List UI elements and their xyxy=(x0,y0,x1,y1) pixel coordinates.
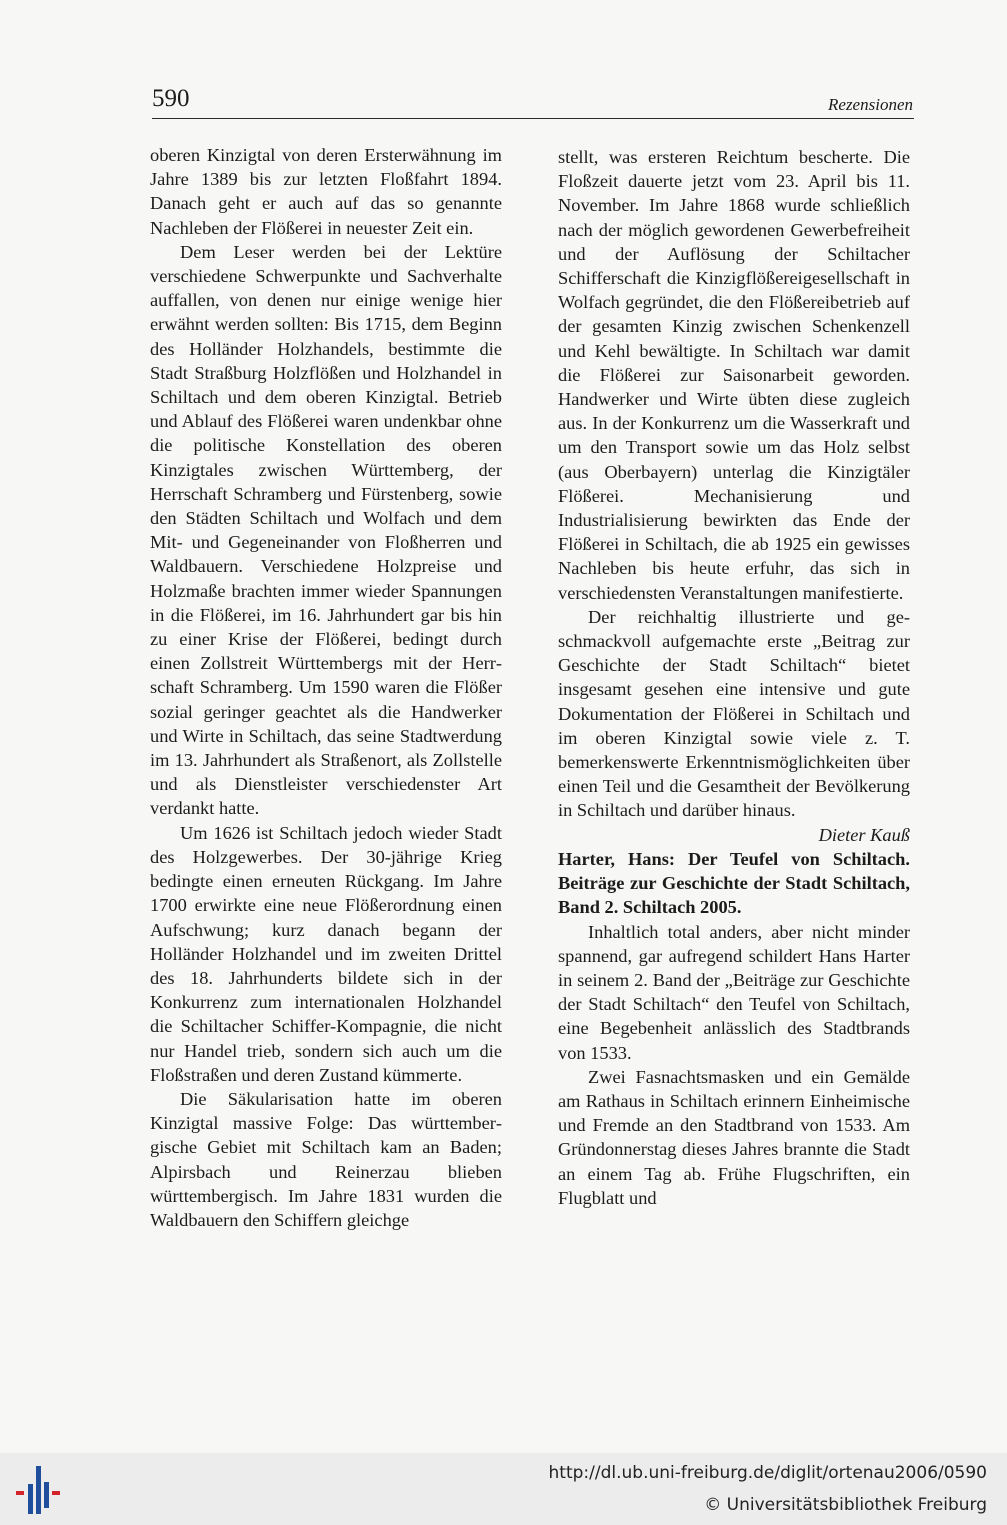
paragraph: stellt, was ersteren Reichtum bescherte. Die Floßzeit dauerte jetzt vom 23. April bis 11. November. Im Jahre 1868 wurde schließlich nach der möglich gewordenen Gewerbefreiheit und der Auflösung der Schiltacher Schifferschaft die Kinzigflößereigesellschaft in Wolfach gegründet, die den Flößereibetrieb auf der gesamten Kinzig zwischen Schenkenzell und Kehl bewältigte. In Schiltach war damit die Flößerei zur Saisonarbeit geworden. Handwerker und Wirte übten diese zugleich aus. In der Konkurrenz um die Wasserkraft und um den Transport sowie um das Holz selbst (aus Oberbayern) unterlag die Kinzigtäler Flößerei. Mechanisierung und Industrialisierung bewirkten das Ende der Flößerei in Schiltach, die ab 1925 ein gewisses Nachleben bis heute erfuhr, das sich in verschiedensten Veranstaltungen manifestierte. xyxy=(558,147,910,603)
left-column xyxy=(150,143,502,1232)
paragraph: Dem Leser werden bei der Lektüre verschiedene Schwerpunkte und Sachverhalte auffallen, von denen nur einige wenige hier erwähnt werden sollten: Bis 1715, dem Beginn des Holländer Holzhandels, bestimmte die Stadt Straßburg Holzflößen und Holzhandel in Schiltach und dem oberen Kinzigtal. Betrieb und Ablauf des Flößerei waren undenkbar ohne die politische Konstellation des oberen Kinzigtales zwischen Württemberg, der Herrschaft Schramberg und Fürstenberg, sowie den Städten Schiltach und Wolfach und dem Mit- und Gegeneinander von Floßherren und Waldbauern. Verschiedene Holzpreise und Holzmaße brachten immer wieder Spannungen in die Flößerei, im 16. Jahrhundert gar bis hin zu einer Krise der Flößerei, bedingt durch einen Zollstreit Württembergs mit der Herrschaft Schramberg. Um 1590 waren die Flößer sozial geringer geachtet als die Handwerker und Wirte in Schiltach, das seine Stadtwerdung im 13. Jahrhundert als Straßenort, als Zollstelle und als Dienstleister verschiedenster Art verdankt hatte. xyxy=(150,241,502,819)
running-header: Rezensionen xyxy=(828,95,913,114)
paragraph: oberen Kinzigtal von deren Ersterwähnung im Jahre 1389 bis zur letzten Floßfahrt 1894. Danach geht er auch auf das so genannte Nachleben der Flößerei in neuester Zeit ein. xyxy=(150,145,502,238)
viewer-footer xyxy=(0,1453,1007,1525)
paragraph: Inhaltlich total anders, aber nicht minder spannend, gar aufregend schildert Hans Harter in seinem 2. Band der „Beiträge zur Geschichte der Stadt Schiltach“ den Teufel von Schiltach, eine Begebenheit anlässlich des Stadtbrands von 1533. xyxy=(558,921,910,1063)
review-heading: Harter, Hans: Der Teufel von Schiltach. Beiträge zur Geschichte der Stadt Schiltach, Band 2. Schiltach 2005. xyxy=(558,848,910,918)
paragraph: Der reichhaltig illustrierte und geschmackvoll aufgemachte erste „Beitrag zur Geschichte der Stadt Schiltach“ bietet insgesamt gesehen eine intensive und gute Dokumentation der Flößerei in Schiltach und im oberen Kinzigtal sowie viele z. T. bemerkenswerte Erkenntnismöglichkeiten über einen Teil und die Gesamtheit der Bevölkerung in Schiltach und darüber hinaus. xyxy=(558,606,910,821)
header-rule xyxy=(152,118,914,119)
paragraph: Um 1626 ist Schiltach jedoch wieder Stadt des Holzgewerbes. Der 30-jährige Krieg bedingte einen erneuten Rückgang. Im Jahre 1700 erwirkte eine neue Flößerordnung einen Aufschwung; kurz danach begann der Holländer Holzhandel und im zweiten Drittel des 18. Jahrhunderts bildete sich in der Konkurrenz zum internationalen Holzhandel die Schiltacher Schiffer-Kompagnie, die nicht nur Handel trieb, sondern sich auch um die Floßstraßen und deren Zustand kümmerte. xyxy=(150,822,502,1085)
paragraph: Die Säkularisation hatte im oberen Kinzigtal massive Folge: Das württembergische Gebiet mit Schiltach kam an Baden; Alpirsbach und Reinerzau blieben württembergisch. Im Jahre 1831 wurden die Waldbauern den Schiffern gleichge xyxy=(150,1088,502,1230)
right-column xyxy=(558,145,910,1210)
permalink-url[interactable]: http://dl.ub.uni-freiburg.de/diglit/ortenau2006/0590 xyxy=(548,1463,987,1483)
paragraph: Zwei Fasnachtsmasken und ein Gemälde am Rathaus in Schiltach erinnern Einheimische und Fremde an den Stadtbrand von 1533. Am Gründonnerstag dieses Jahres brannte die Stadt an einem Tag ab. Frühe Flugschriften, ein Flugblatt und xyxy=(558,1066,910,1208)
review-author-signature: Dieter Kauß xyxy=(818,824,910,845)
copyright-notice: © Universitätsbibliothek Freiburg xyxy=(704,1495,987,1515)
page-number: 590 xyxy=(152,85,190,112)
ub-freiburg-logo-icon[interactable] xyxy=(14,1464,64,1514)
